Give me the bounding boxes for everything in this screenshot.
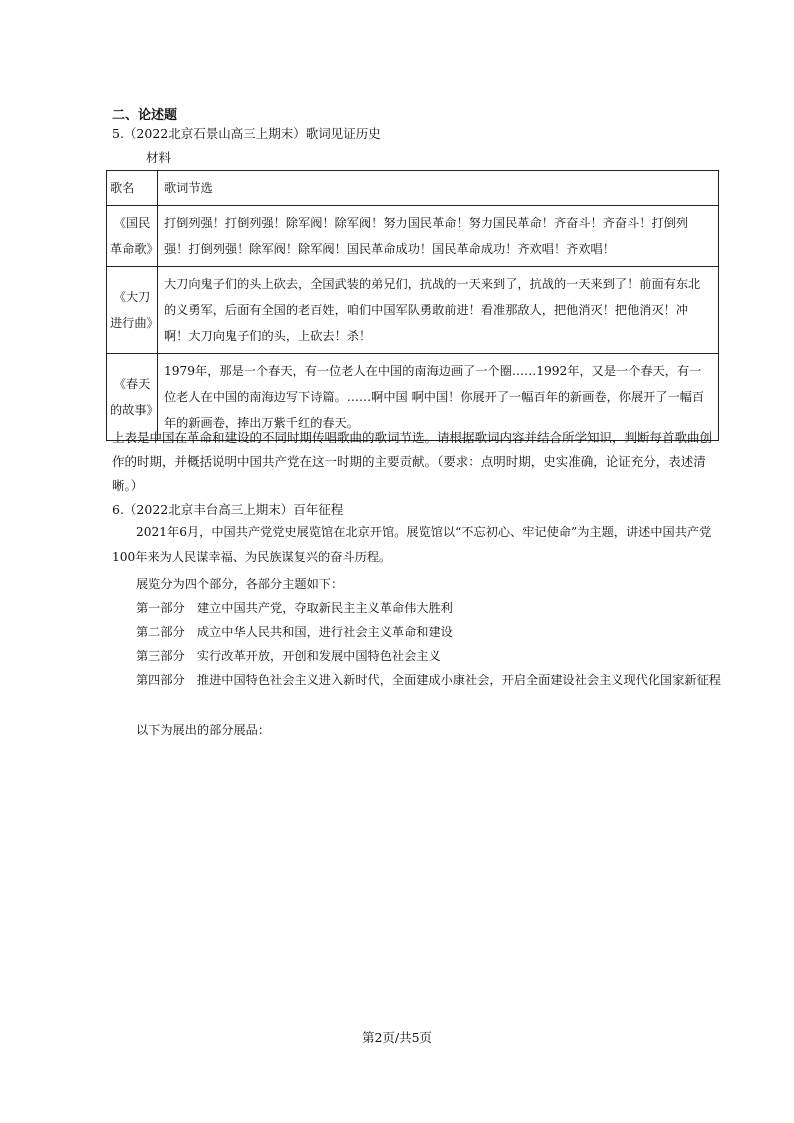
q6-intro: 2021年6月，中国共产党党史展览馆在北京开馆。展览馆以“不忘初心、牢记使命”为主题，讲述中国共产党100年来为人民谋幸福、为民族谋复兴的奋斗历程。	[112, 525, 712, 564]
table-row	[107, 206, 719, 267]
q6-part-2: 第二部分 成立中华人民共和国，进行社会主义革命和建设	[136, 625, 453, 639]
song-lyrics: 大刀向鬼子们的头上砍去，全国武装的弟兄们，抗战的一天来到了，抗战的一天来到了！前面有东北的义勇军，后面有全国的老百姓，咱们中国军队勇敢前进！看准那敌人，把他消灭！把他消灭！冲啊！大刀向鬼子们的头，上砍去！杀！	[158, 267, 719, 354]
question-5-prompt: 上表是中国在革命和建设的不同时期传唱歌曲的歌词节选。请根据歌词内容并结合所学知识，判断每首歌曲创作的时期，并概括说明中国共产党在这一时期的主要贡献。（要求：点明时期，史实准确，论证充分，表述清晰。）	[112, 430, 713, 493]
question-5-header: 5.（2022北京石景山高三上期末）歌词见证历史	[112, 126, 381, 141]
song-name: 《国民革命歌》	[107, 206, 158, 267]
song-lyrics: 1979年，那是一个春天，有一位老人在中国的南海边画了一个圈……1992年，又是一个春天，有一位老人在中国的南海边写下诗篇。……啊中国 啊中国！你展开了一幅百年的新画卷，你展开了一幅百年的新画卷，捧出万紫千红的春天。	[158, 354, 719, 441]
table-header-row	[107, 171, 719, 206]
q6-exhibits-intro: 以下为展出的部分展品：	[136, 723, 271, 737]
section-title: 二、论述题	[112, 108, 178, 123]
lyrics-table	[106, 170, 719, 441]
song-lyrics: 打倒列强！打倒列强！除军阀！除军阀！努力国民革命！努力国民革命！齐奋斗！齐奋斗！打倒列强！打倒列强！除军阀！除军阀！国民革命成功！国民革命成功！齐欢唱！齐欢唱！	[158, 206, 719, 267]
song-name: 《春天的故事》	[107, 354, 158, 441]
header-song: 歌名	[107, 171, 158, 206]
q6-part-1: 第一部分 建立中国共产党，夺取新民主主义革命伟大胜利	[136, 601, 453, 615]
table-row	[107, 267, 719, 354]
material-label: 材料	[146, 150, 172, 165]
header-lyrics: 歌词节选	[158, 171, 719, 206]
page-footer: 第2页/共5页	[361, 1030, 433, 1045]
q6-part-4: 第四部分 推进中国特色社会主义进入新时代，全面建成小康社会，开启全面建设社会主义现代化国家新征程	[136, 673, 721, 687]
q6-part-3: 第三部分 实行改革开放，开创和发展中国特色社会主义	[136, 649, 441, 663]
q6-parts-intro: 展览分为四个部分，各部分主题如下：	[136, 577, 344, 591]
song-name: 《大刀进行曲》	[107, 267, 158, 354]
question-6-header: 6.（2022北京丰台高三上期末）百年征程	[112, 502, 344, 517]
